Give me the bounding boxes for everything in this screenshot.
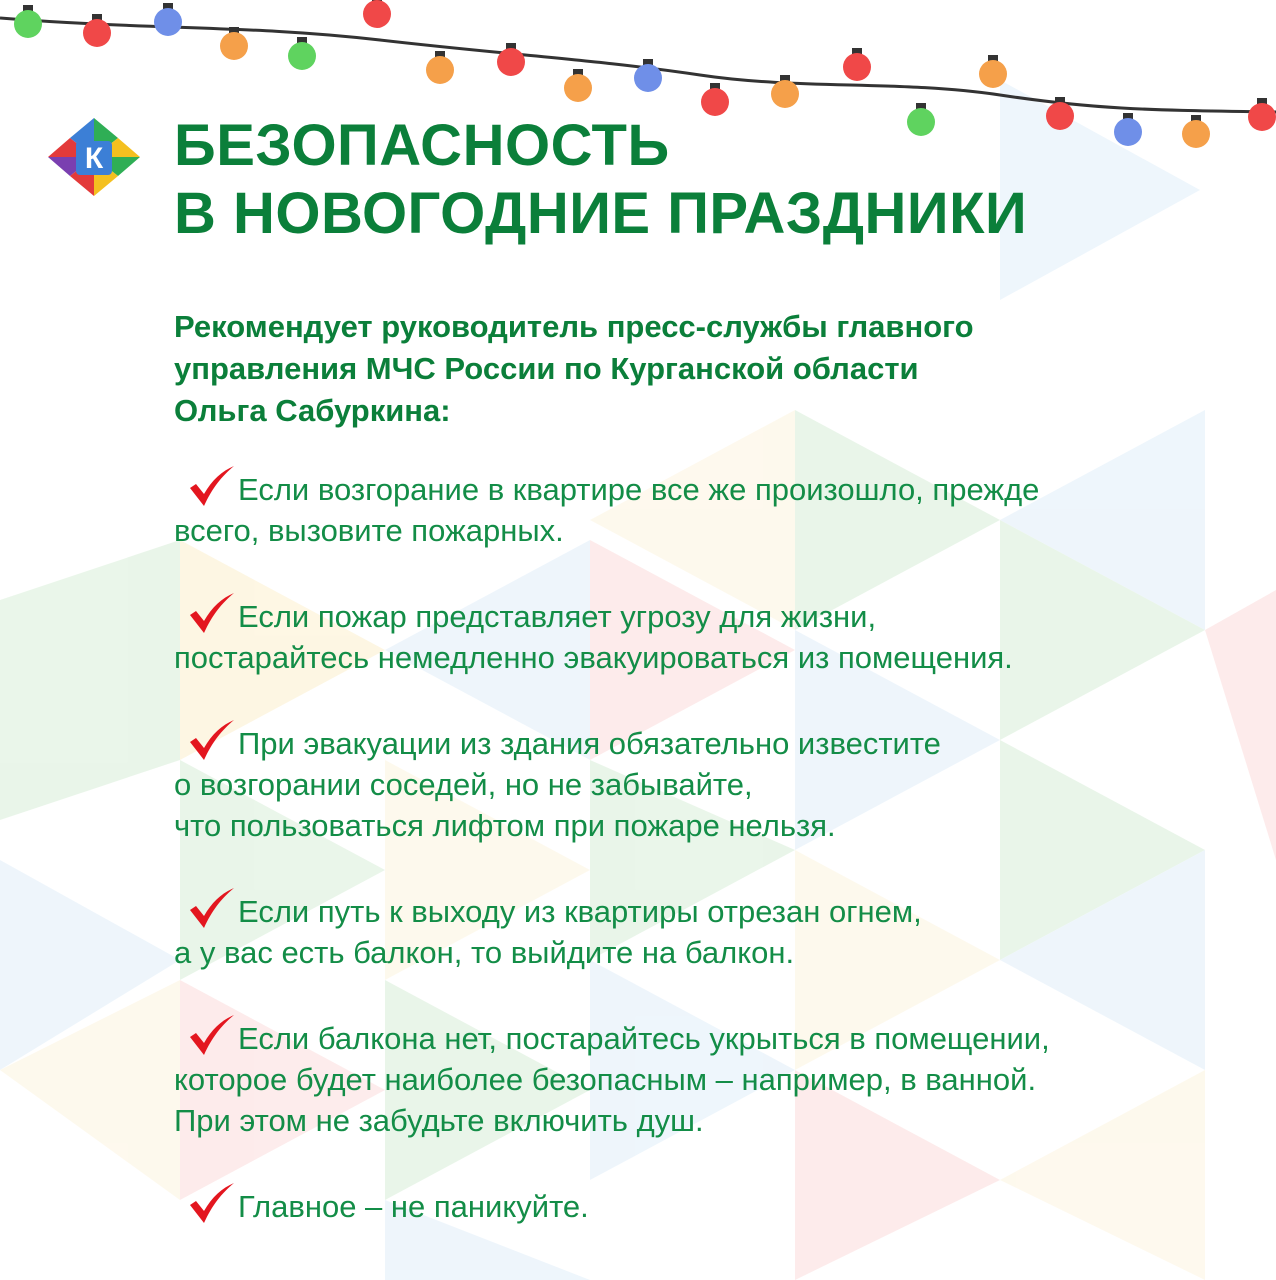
title-line-1: БЕЗОПАСНОСТЬ (174, 113, 670, 178)
intro-line: управления МЧС России по Курганской области (174, 351, 919, 386)
garland-bulb (288, 42, 316, 70)
page-title (174, 112, 1027, 248)
red-checkmark-icon (186, 1015, 236, 1055)
red-checkmark-icon (186, 720, 236, 760)
tip-item (174, 1183, 1264, 1227)
garland-bulb (220, 32, 248, 60)
tip-text: что пользоваться лифтом при пожаре нельзя. (174, 808, 836, 843)
tips-list (174, 466, 1264, 1269)
tip-text: которое будет наиболее безопасным – например, в ванной. (174, 1062, 1037, 1097)
garland-bulb (1248, 103, 1276, 131)
title-line-2: В НОВОГОДНИЕ ПРАЗДНИКИ (174, 181, 1028, 246)
svg-text:К: К (84, 142, 104, 175)
tip-text: всего, вызовите пожарных. (174, 513, 564, 548)
garland-bulb (1046, 102, 1074, 130)
red-checkmark-icon (186, 593, 236, 633)
red-checkmark-icon (186, 466, 236, 506)
garland-bulb (979, 60, 1007, 88)
tip-text: а у вас есть балкон, то выйдите на балкон. (174, 935, 795, 970)
red-checkmark-icon (186, 888, 236, 928)
garland-bulb (497, 48, 525, 76)
tip-text: постарайтесь немедленно эвакуироваться из помещения. (174, 640, 1013, 675)
garland-bulb (564, 74, 592, 102)
tip-text: Если возгорание в квартире все же произошло, прежде (238, 472, 1040, 507)
tip-text: При эвакуации из здания обязательно известите (238, 726, 941, 761)
garland-bulb (634, 64, 662, 92)
intro-line: Ольга Сабуркина: (174, 393, 451, 428)
tip-item (174, 888, 1264, 973)
tip-text: о возгорании соседей, но не забывайте, (174, 767, 753, 802)
tip-item (174, 466, 1264, 551)
intro-text (174, 306, 1234, 432)
tip-item (174, 720, 1264, 846)
tip-text: Если пожар представляет угрозу для жизни, (238, 599, 877, 634)
garland-bulb (14, 10, 42, 38)
garland-bulb (426, 56, 454, 84)
tip-text: При этом не забудьте включить душ. (174, 1103, 704, 1138)
tip-text: Если балкона нет, постарайтесь укрыться в помещении, (238, 1021, 1050, 1056)
red-checkmark-icon (186, 1183, 236, 1223)
garland-bulb (1182, 120, 1210, 148)
garland-bulb (1114, 118, 1142, 146)
garland-bulb (843, 53, 871, 81)
kurgan-region-logo-icon (46, 116, 142, 198)
garland-bulb (83, 19, 111, 47)
tip-text: Главное – не паникуйте. (238, 1189, 589, 1224)
tip-item (174, 1015, 1264, 1141)
garland-bulb (363, 0, 391, 28)
garland-bulb (154, 8, 182, 36)
garland-bulb (771, 80, 799, 108)
tip-text: Если путь к выходу из квартиры отрезан огнем, (238, 894, 922, 929)
tip-item (174, 593, 1264, 678)
intro-line: Рекомендует руководитель пресс-службы главного (174, 309, 974, 344)
